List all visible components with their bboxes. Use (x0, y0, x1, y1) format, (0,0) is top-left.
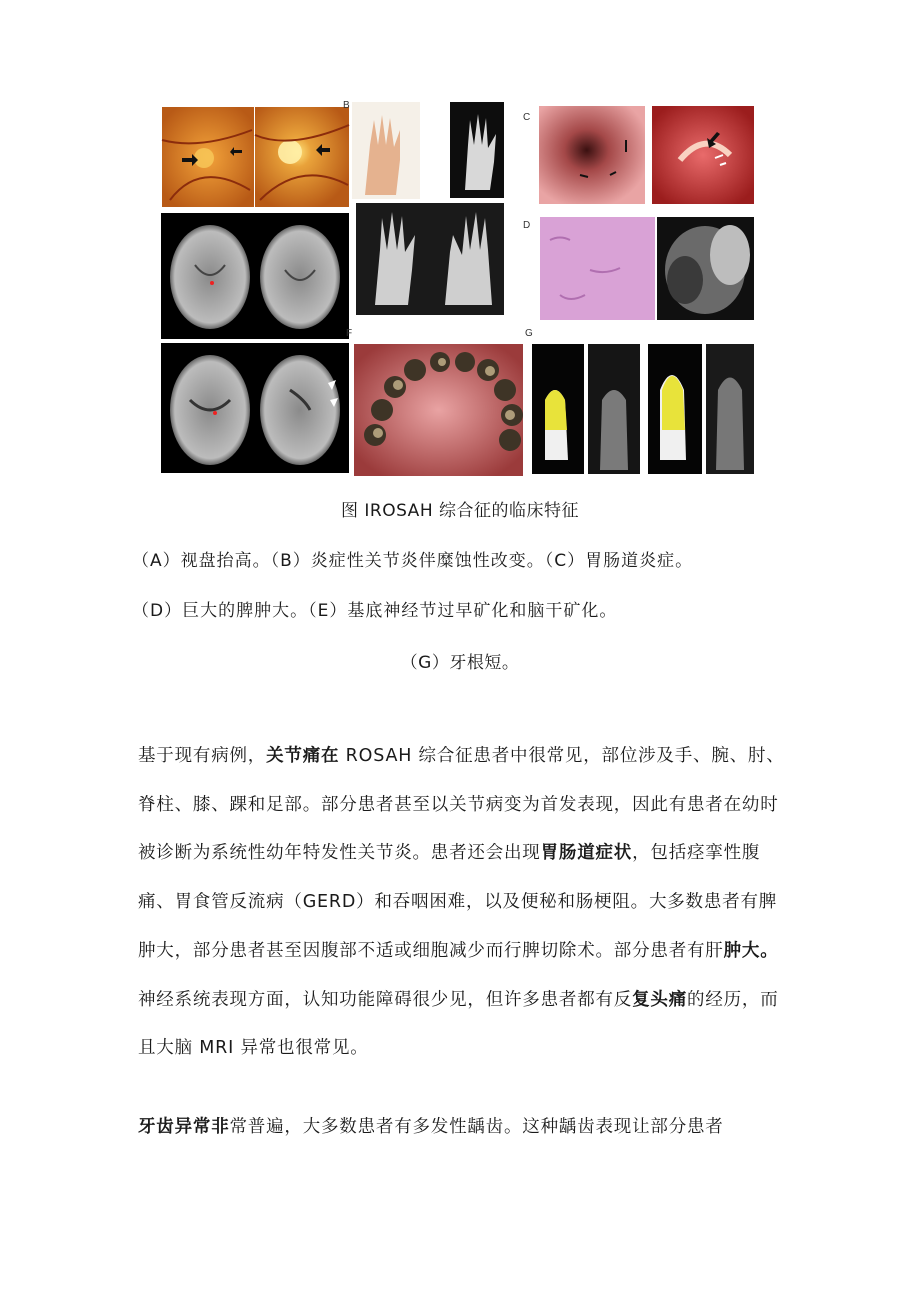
figure-caption-line: （D）巨大的脾肿大。（E）基底神经节过早矿化和脑干矿化。 (132, 601, 618, 621)
bold-text-segment: 牙齿异常非 (138, 1117, 230, 1137)
bold-text-segment: 胃肠道症状 (540, 843, 633, 864)
figure-caption-line: （G）牙根短。 (400, 653, 520, 673)
text-segment: 神经系统表现方面，认知功能障碍很少见，但许多患者都有反 (138, 989, 633, 1010)
text-segment: 的经历，而且大脑 MRI 异常也很常见。 (138, 989, 779, 1059)
figure-image (160, 100, 757, 476)
bold-text-segment: 复头痛 (632, 989, 688, 1010)
panel-label-d: D (523, 220, 531, 231)
bold-text-segment: 关节痛在 (266, 746, 340, 766)
body-paragraph-1 (138, 732, 788, 1073)
panel-label-g: G (525, 328, 533, 339)
panel-label-b: B (343, 100, 350, 111)
body-paragraph-2 (138, 1103, 788, 1152)
text-segment: ROSAH 综合征患者中很常见，部位涉及手、腕、肘、脊柱、膝、踝和足部。部分患者甚至以关节病变为首发表现，因此有患者在幼时被诊断为系统性幼年特发性关节炎。患者还会出现 (138, 746, 785, 864)
text-segment: 常普遍，大多数患者有多发性龋齿。这种龋齿表现让部分患者 (229, 1117, 724, 1137)
clinical-figure (160, 100, 757, 476)
panel-label-f: F (346, 328, 353, 339)
text-segment: ，包括痉挛性腹痛、胃食管反流病（GERD）和吞咽困难，以及便秘和肠梗阻。大多数患者有脾肿大，部分患者甚至因腹部不适或细胞减少而行脾切除术。部分患者有肝 (138, 843, 778, 961)
panel-label-c: C (523, 112, 531, 123)
bold-text-segment: 肿大。 (723, 940, 779, 961)
figure-caption-title: 图 IROSAH 综合征的临床特征 (340, 501, 580, 521)
text-segment: 基于现有病例， (138, 746, 267, 766)
figure-caption-line: （A）视盘抬高。（B）炎症性关节炎伴糜蚀性改变。（C）胃肠道炎症。 (132, 551, 694, 571)
